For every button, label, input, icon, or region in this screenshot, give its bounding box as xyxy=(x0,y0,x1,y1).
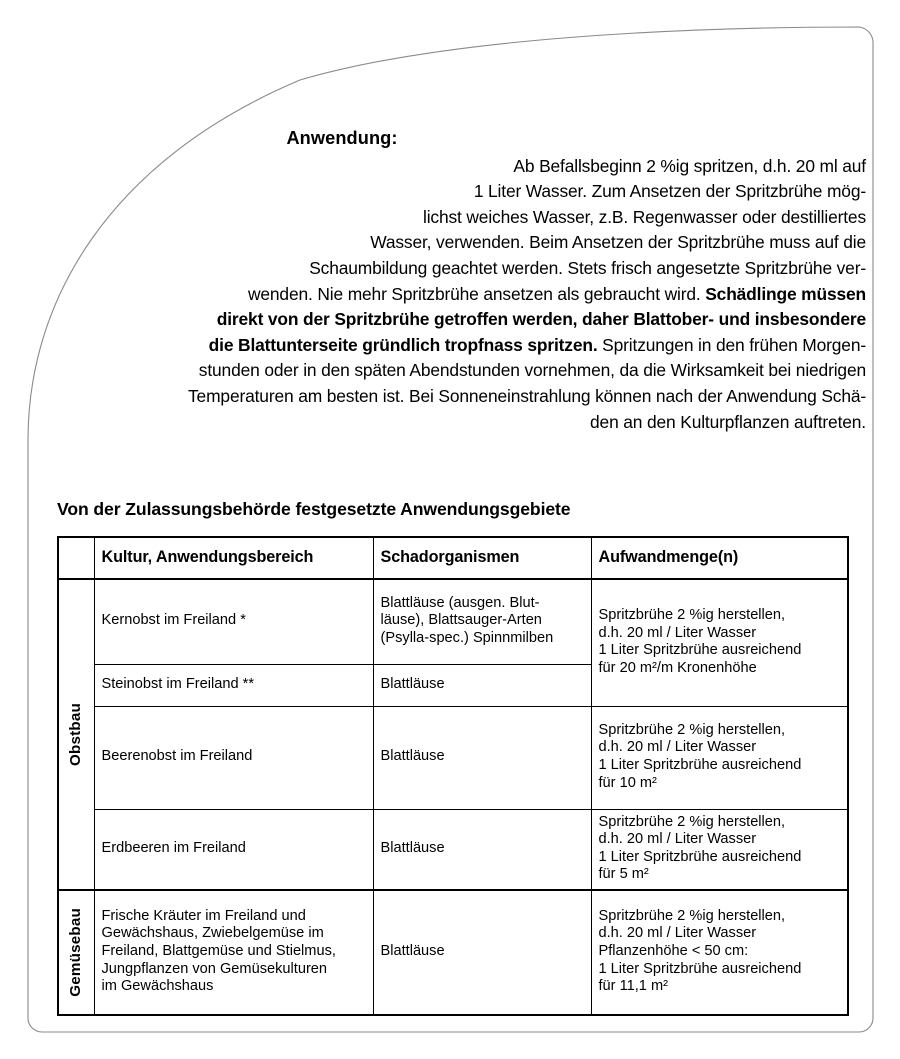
text-line: d.h. 20 ml / Liter Wasser xyxy=(598,831,757,848)
cell-kultur: Beerenobst im Freiland xyxy=(94,706,373,809)
paragraph-line-7: direkt von der Spritzbrühe getroffen werden, daher Blattober- und insbesondere xyxy=(216,309,866,330)
cell-kultur: Erdbeeren im Freiland xyxy=(94,809,373,890)
section-heading: Anwendung: xyxy=(286,128,398,148)
table-row xyxy=(58,890,848,1015)
text-line: d.h. 20 ml / Liter Wasser xyxy=(598,739,757,756)
text-line: Pflanzenhöhe < 50 cm: xyxy=(598,943,749,960)
paragraph-line-6-normal: wenden. Nie mehr Spritzbrühe ansetzen als gebraucht wird. xyxy=(247,283,706,304)
cell-aufwandmenge xyxy=(591,890,848,1015)
paragraph-line-1: Ab Befallsbeginn 2 %ig spritzen, d.h. 20 ml auf xyxy=(513,155,866,176)
text-line: Frische Kräuter im Freiland und xyxy=(101,907,306,924)
text-line: für 10 m² xyxy=(598,774,657,791)
group-cell-gemuesebau xyxy=(58,890,94,1015)
paragraph-line-6-emphasis: Schädlinge müssen xyxy=(705,283,866,304)
text-line: Spritzbrühe 2 %ig herstellen, xyxy=(598,813,786,830)
group-cell-obstbau xyxy=(58,579,94,890)
table-caption: Von der Zulassungsbehörde festgesetzte Anwendungsgebiete xyxy=(57,499,571,519)
cell-aufwandmenge xyxy=(591,809,848,890)
text-line: Jungpflanzen von Gemüsekulturen xyxy=(101,960,328,977)
column-header-schadorganismen: Schadorganismen xyxy=(373,537,591,579)
text-line: für 20 m²/m Kronenhöhe xyxy=(598,659,757,676)
table-row xyxy=(58,579,848,664)
paragraph-line-8-normal: Spritzungen in den frühen Morgen- xyxy=(597,334,866,355)
text-line: läuse), Blattsauger-Arten xyxy=(380,612,542,629)
table-row xyxy=(58,809,848,890)
paragraph-line-6 xyxy=(36,282,866,308)
text-line: für 5 m² xyxy=(598,866,649,883)
column-header-kultur: Kultur, Anwendungsbereich xyxy=(94,537,373,579)
text-line: 1 Liter Spritzbrühe ausreichend xyxy=(598,757,802,773)
column-header-group xyxy=(58,537,94,579)
cell-aufwandmenge xyxy=(591,706,848,809)
text-line: im Gewächshaus xyxy=(101,978,214,995)
text-line: d.h. 20 ml / Liter Wasser xyxy=(598,925,757,942)
approved-application-areas-table xyxy=(57,536,849,1016)
table-row xyxy=(58,706,848,809)
paragraph-line-3: lichst weiches Wasser, z.B. Regenwasser oder destilliertes xyxy=(423,206,866,227)
text-line: für 11,1 m² xyxy=(598,978,668,995)
text-line: 1 Liter Spritzbrühe ausreichend xyxy=(598,960,802,977)
cell-schadorganismen: Blattläuse xyxy=(373,809,591,890)
paragraph-line-8 xyxy=(36,333,866,359)
cell-kultur xyxy=(94,890,373,1015)
text-line: 1 Liter Spritzbrühe ausreichend xyxy=(598,642,802,659)
group-label-obstbau: Obstbau xyxy=(67,702,85,766)
paragraph-line-5: Schaumbildung geachtet werden. Stets frisch angesetzte Spritzbrühe ver- xyxy=(309,257,866,278)
column-header-aufwandmenge: Aufwandmenge(n) xyxy=(591,537,848,579)
text-line: (Psylla-spec.) Spinnmilben xyxy=(380,630,554,647)
cell-schadorganismen: Blattläuse xyxy=(373,706,591,809)
text-line: d.h. 20 ml / Liter Wasser xyxy=(598,624,757,641)
text-line: Gewächshaus, Zwiebelgemüse im xyxy=(101,925,324,942)
text-line: Freiland, Blattgemüse und Stielmus, xyxy=(101,943,336,960)
text-line: Spritzbrühe 2 %ig herstellen, xyxy=(598,607,786,624)
text-line: Spritzbrühe 2 %ig herstellen, xyxy=(598,907,786,924)
paragraph-line-4: Wasser, verwenden. Beim Ansetzen der Spritzbrühe muss auf die xyxy=(370,232,866,253)
group-label-gemuesebau: Gemüsebau xyxy=(67,908,85,997)
paragraph-line-8-emphasis: die Blattunterseite gründlich tropfnass spritzen. xyxy=(208,334,598,355)
cell-schadorganismen xyxy=(373,579,591,664)
cell-aufwandmenge xyxy=(591,579,848,706)
application-instructions-paragraph xyxy=(36,126,866,435)
text-line: 1 Liter Spritzbrühe ausreichend xyxy=(598,848,802,865)
text-line: Spritzbrühe 2 %ig herstellen, xyxy=(598,721,786,738)
paragraph-line-11: den an den Kulturpflanzen auftreten. xyxy=(590,411,866,432)
paragraph-line-10: Temperaturen am besten ist. Bei Sonneneinstrahlung können nach der Anwendung Schä- xyxy=(188,385,866,406)
paragraph-line-9: stunden oder in den späten Abendstunden vornehmen, da die Wirksamkeit bei niedrigen xyxy=(198,360,866,381)
cell-schadorganismen: Blattläuse xyxy=(373,890,591,1015)
table-header-row xyxy=(58,537,848,579)
cell-kultur: Kernobst im Freiland * xyxy=(94,579,373,664)
cell-schadorganismen: Blattläuse xyxy=(373,664,591,706)
paragraph-line-2: 1 Liter Wasser. Zum Ansetzen der Spritzbrühe mög- xyxy=(473,181,866,202)
cell-kultur: Steinobst im Freiland ** xyxy=(94,664,373,706)
text-line: Blattläuse (ausgen. Blut- xyxy=(380,594,540,611)
